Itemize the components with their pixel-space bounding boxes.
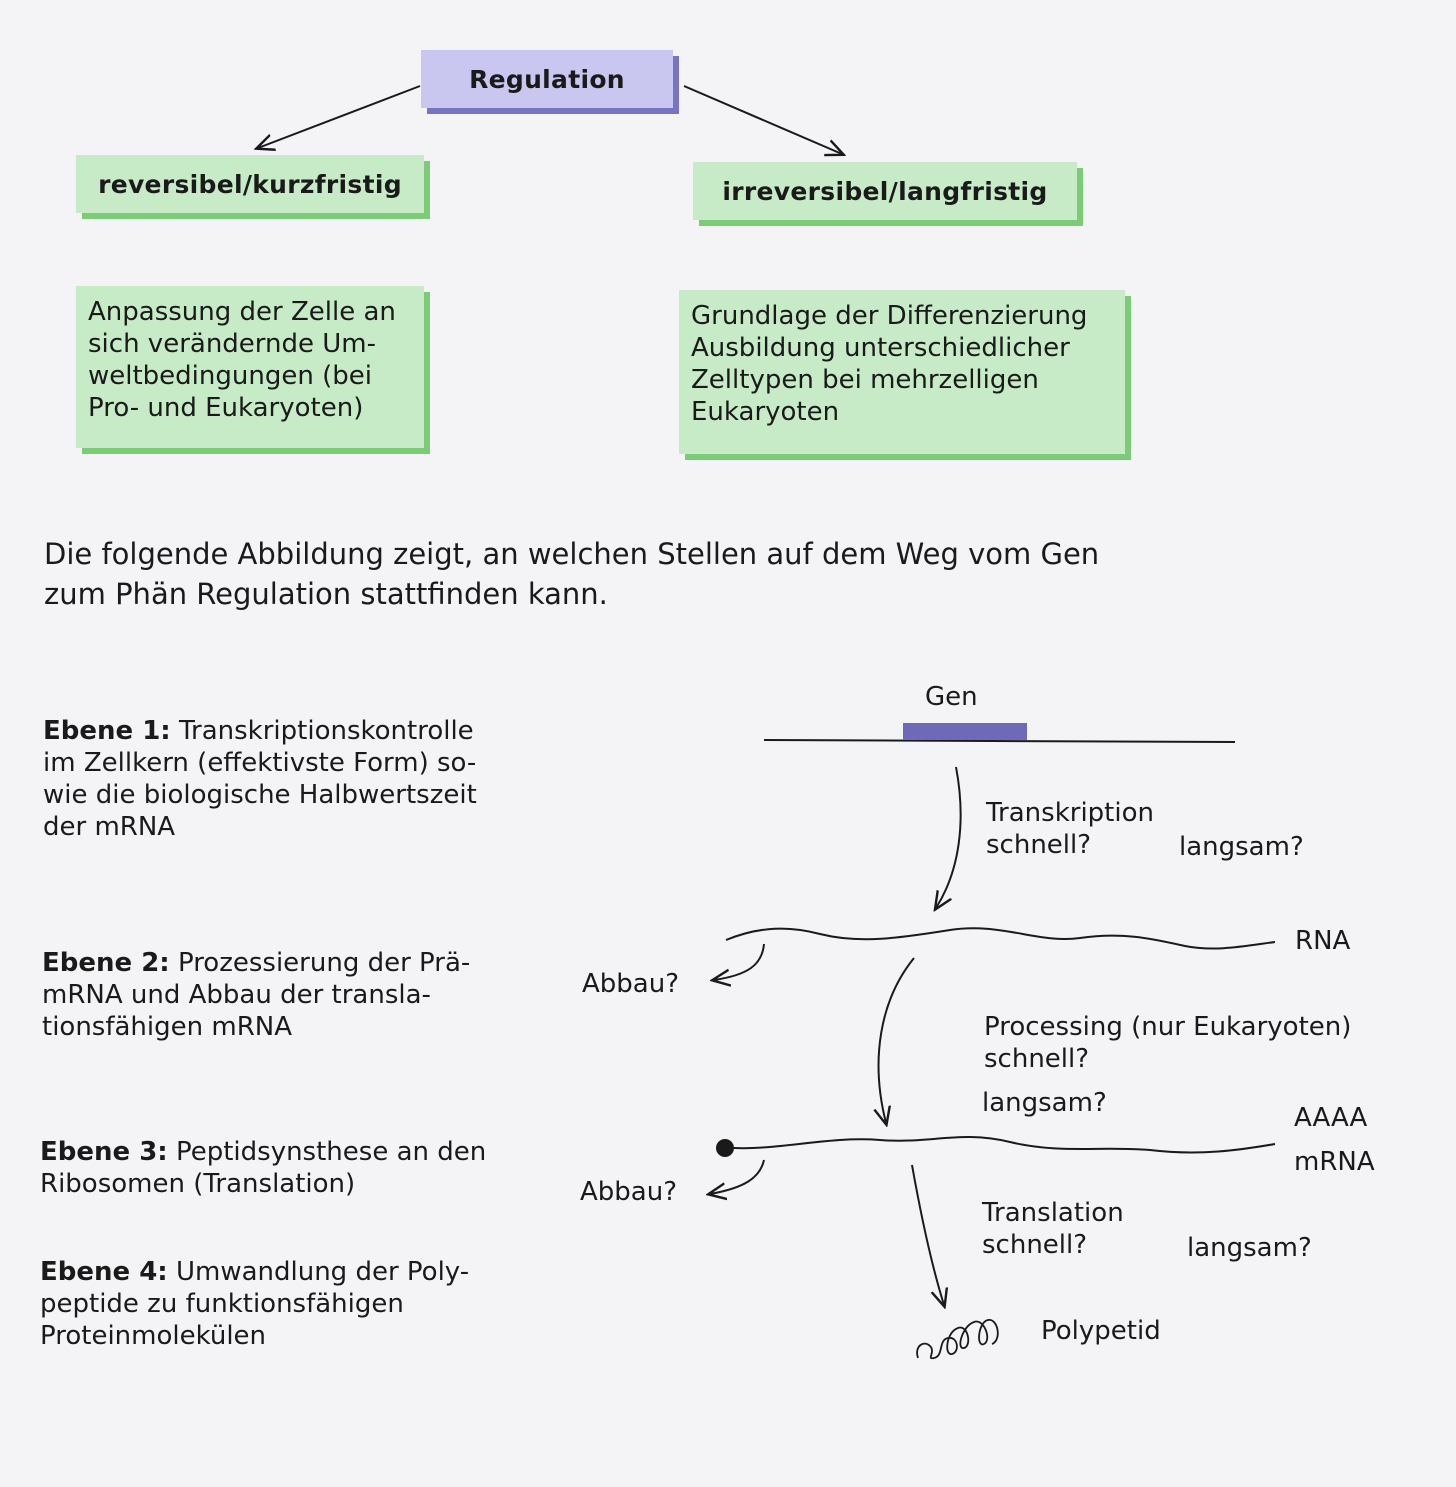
arrow-to-irreversible bbox=[684, 86, 842, 154]
processing-slow-label: langsam? bbox=[982, 1088, 1107, 1118]
arrow-to-reversible bbox=[258, 86, 420, 148]
level-4-line: Proteinmolekülen bbox=[40, 1321, 267, 1351]
regulation-title: Regulation bbox=[469, 64, 625, 94]
dna-line bbox=[764, 740, 1235, 742]
level-2-label: Ebene 2: bbox=[42, 948, 170, 978]
abbau-label-1: Abbau? bbox=[582, 969, 680, 999]
gen-label: Gen bbox=[925, 682, 978, 712]
translation-label-group bbox=[982, 1197, 1124, 1261]
transcription-arrow bbox=[936, 767, 961, 908]
transcription-fast-label: schnell? bbox=[986, 830, 1092, 860]
abbau-arrow-2 bbox=[710, 1160, 764, 1194]
level-3-line: Peptidsynsthese an den bbox=[175, 1137, 487, 1167]
level-1-line: wie die biologische Halbwertszeit bbox=[43, 780, 477, 810]
transcription-slow-label: langsam? bbox=[1179, 832, 1304, 862]
translation-fast-label: schnell? bbox=[982, 1230, 1088, 1260]
reversible-description-line: Pro- und Eukaryoten) bbox=[88, 393, 364, 423]
processing-arrow bbox=[879, 958, 914, 1123]
translation-label: Translation bbox=[982, 1198, 1124, 1228]
reversible-description-line: weltbedingungen (bei bbox=[88, 361, 372, 391]
level-3-line: Ribosomen (Translation) bbox=[40, 1169, 356, 1199]
polypeptide-squiggle bbox=[917, 1320, 998, 1358]
level-3-label: Ebene 3: bbox=[40, 1137, 168, 1167]
irreversible-description-line: Zelltypen bei mehrzelligen bbox=[691, 365, 1039, 395]
rna-label: RNA bbox=[1295, 926, 1351, 956]
intro-line: zum Phän Regulation stattfinden kann. bbox=[44, 577, 608, 611]
level-4-line: Umwandlung der Poly- bbox=[175, 1257, 470, 1287]
transcription-label-group bbox=[986, 797, 1154, 861]
irreversible-description-line: Ausbildung unterschiedlicher bbox=[691, 333, 1070, 363]
transcription-label: Transkription bbox=[986, 798, 1154, 828]
gene-bar bbox=[903, 723, 1027, 740]
aaaa-label: AAAA bbox=[1294, 1103, 1368, 1133]
level-2-line: mRNA und Abbau der transla- bbox=[42, 980, 431, 1010]
translation-slow-label: langsam? bbox=[1187, 1233, 1312, 1263]
translation-arrow bbox=[912, 1165, 944, 1305]
processing-fast-label: schnell? bbox=[984, 1044, 1090, 1074]
level-4-label: Ebene 4: bbox=[40, 1257, 168, 1287]
abbau-arrow-1 bbox=[714, 944, 764, 980]
mrna-cap bbox=[716, 1139, 734, 1157]
mrna-label: mRNA bbox=[1294, 1147, 1375, 1177]
reversible-title: reversibel/kurzfristig bbox=[98, 169, 402, 199]
level-1-line: Transkriptionskontrolle bbox=[178, 716, 474, 746]
level-1-label: Ebene 1: bbox=[43, 716, 171, 746]
level-2-line: tionsfähigen mRNA bbox=[42, 1012, 293, 1042]
level-2-line: Prozessierung der Prä- bbox=[177, 948, 471, 978]
irreversible-description-line: Eukaryoten bbox=[691, 397, 840, 427]
level-1-line: im Zellkern (effektivste Form) so- bbox=[43, 748, 477, 778]
irreversible-title: irreversibel/langfristig bbox=[722, 176, 1048, 206]
rna-strand bbox=[726, 928, 1275, 948]
irreversible-description-line: Grundlage der Differenzierung bbox=[691, 301, 1088, 331]
intro-line: Die folgende Abbildung zeigt, an welchen Stellen auf dem Weg vom Gen bbox=[44, 537, 1100, 571]
polypeptide-label: Polypetid bbox=[1041, 1316, 1161, 1346]
processing-label: Processing (nur Eukaryoten) bbox=[984, 1012, 1352, 1042]
reversible-description-line: sich verändernde Um- bbox=[88, 329, 377, 359]
level-4-line: peptide zu funktionsfähigen bbox=[40, 1289, 404, 1319]
abbau-label-2: Abbau? bbox=[580, 1177, 678, 1207]
mrna-strand bbox=[734, 1137, 1275, 1152]
level-1-line: der mRNA bbox=[43, 812, 176, 842]
reversible-description-line: Anpassung der Zelle an bbox=[88, 297, 396, 327]
processing-label-group bbox=[984, 1011, 1351, 1075]
